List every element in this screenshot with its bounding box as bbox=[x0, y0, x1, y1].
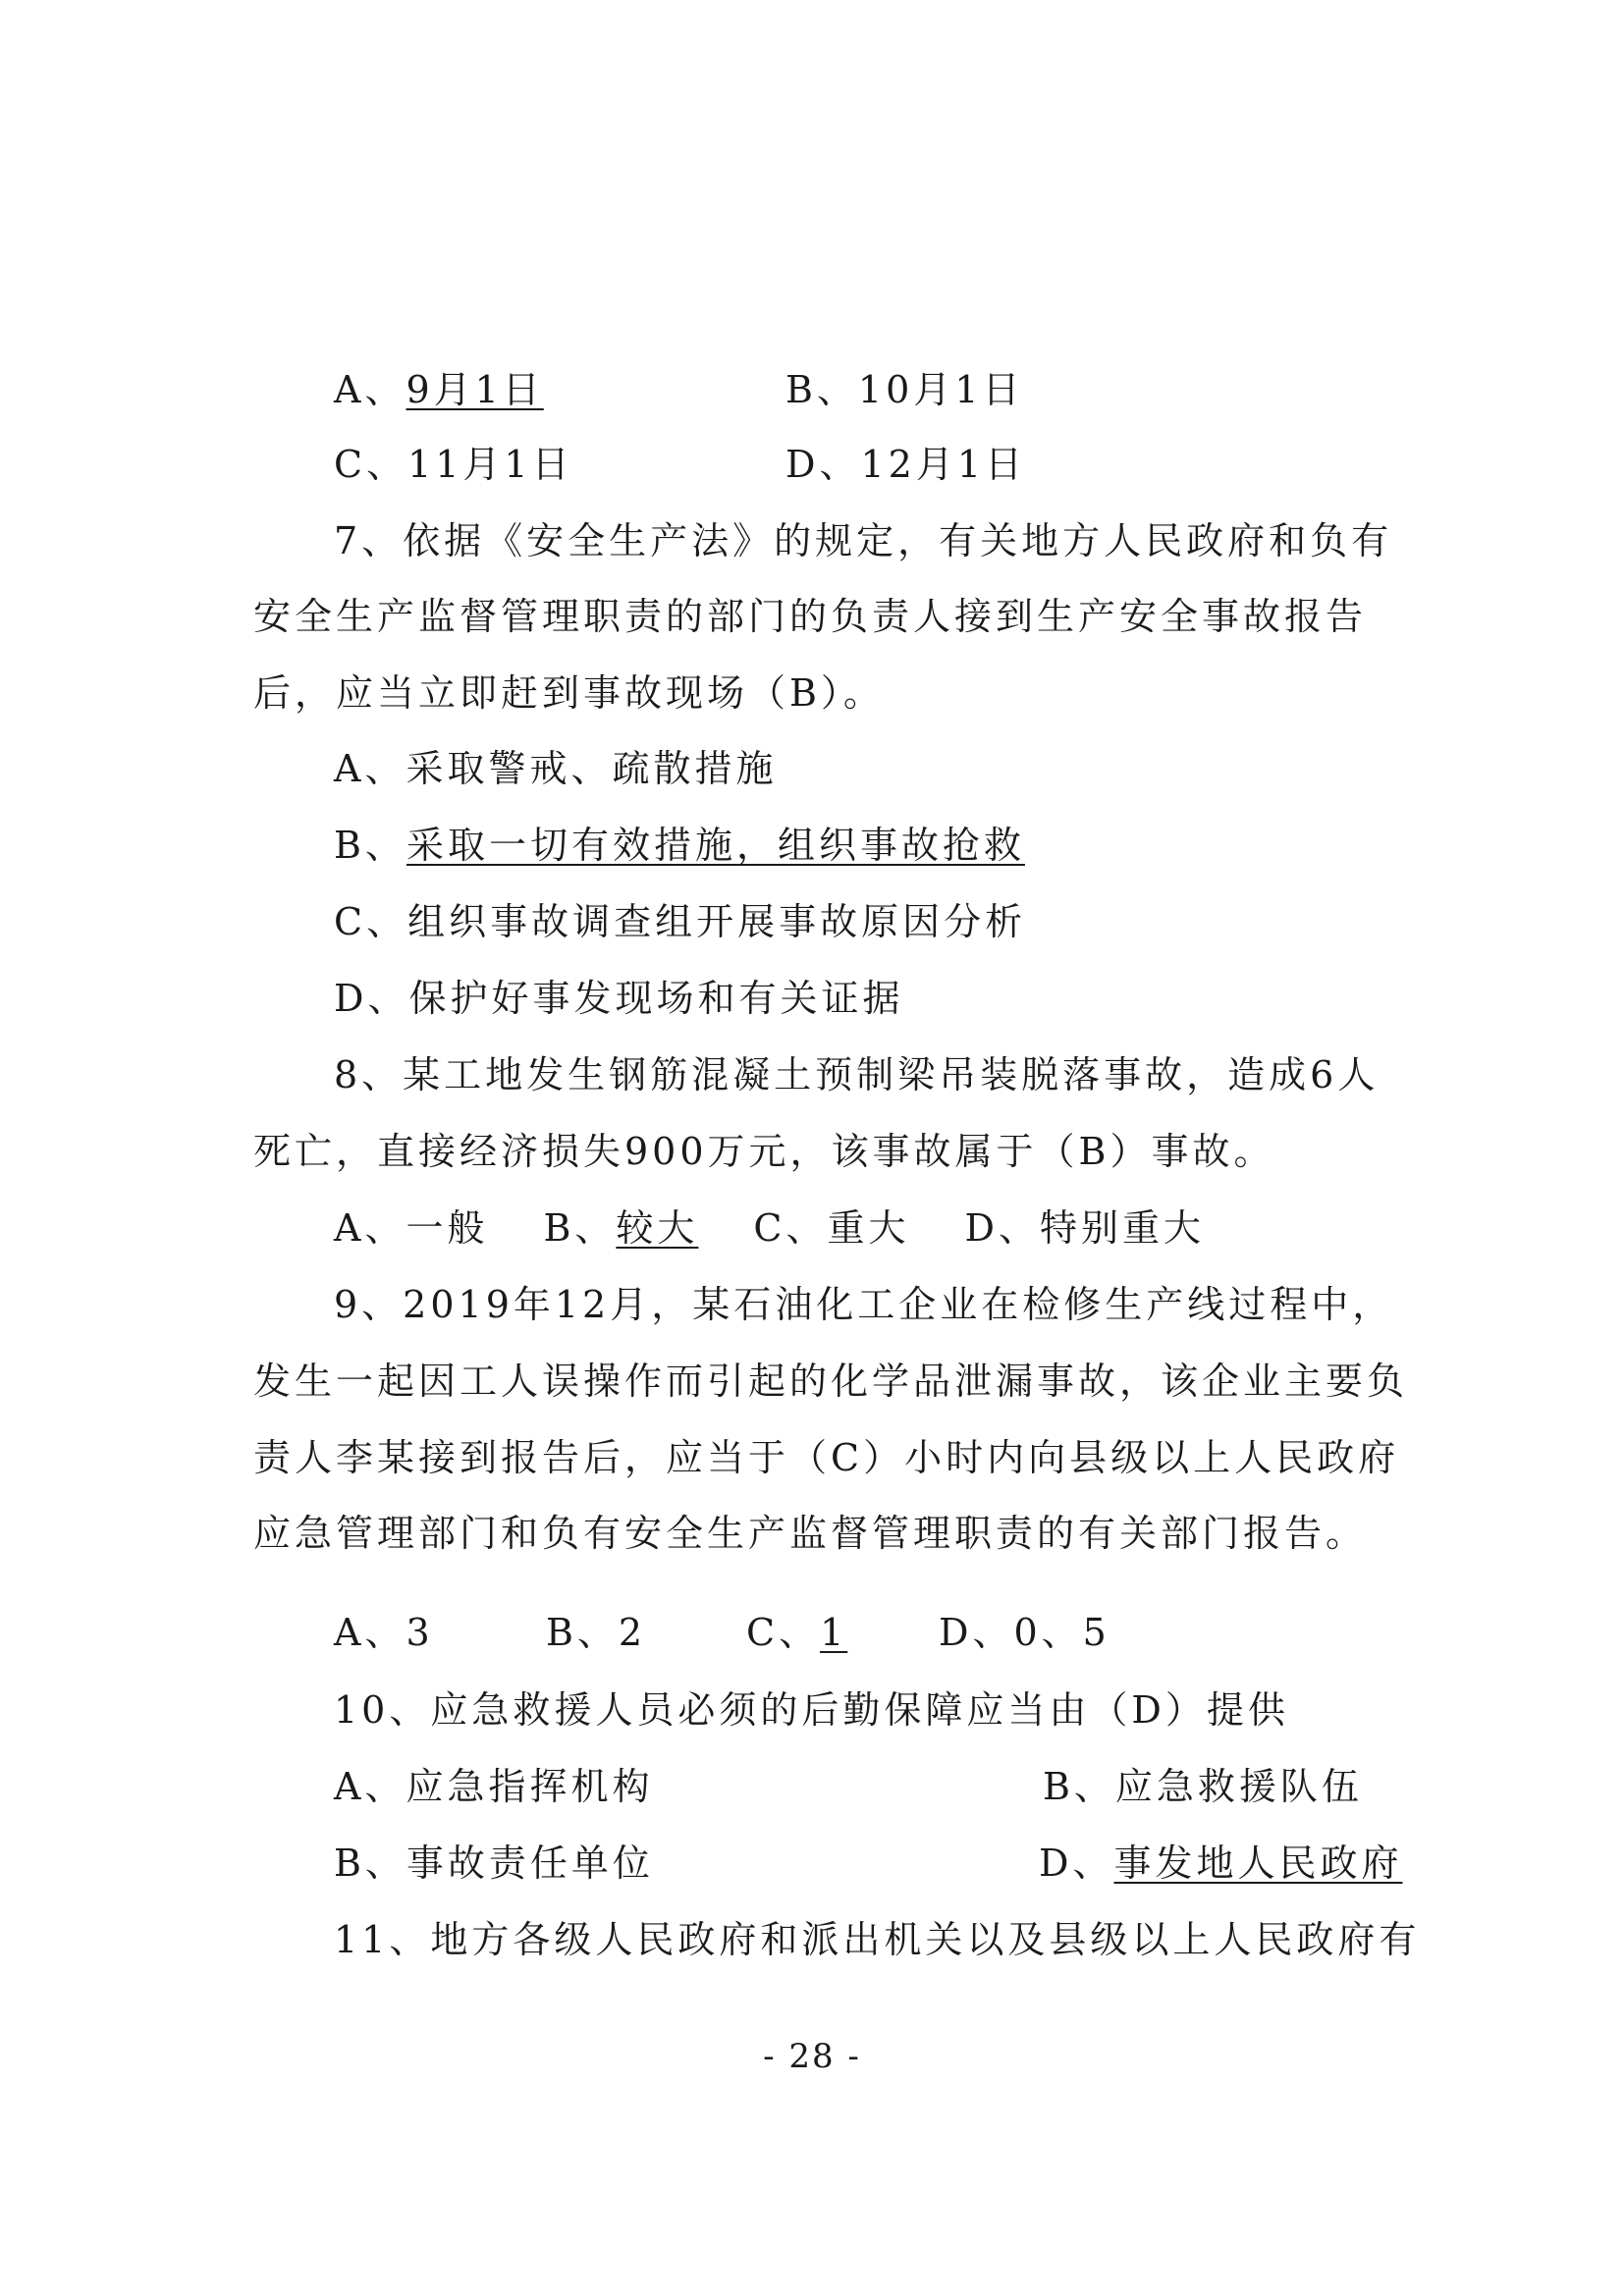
q7-stem-line3: 后，应当立即赶到事故现场（B）。 bbox=[253, 671, 885, 715]
q9-stem-line4: 应急管理部门和负有安全生产监督管理职责的有关部门报告。 bbox=[253, 1512, 1368, 1555]
q6-option-a-prefix: A、 bbox=[334, 368, 406, 411]
q10-option-d-prefix: D、 bbox=[1039, 1842, 1114, 1885]
q10-option-d-answer: 事发地人民政府 bbox=[1113, 1842, 1403, 1885]
q7-option-a: A、采取警戒、疏散措施 bbox=[334, 747, 778, 790]
q8-option-b-prefix: B、 bbox=[543, 1206, 617, 1250]
q8-stem-line2: 死亡，直接经济损失900万元，该事故属于（B）事故。 bbox=[253, 1130, 1275, 1173]
q9-option-c bbox=[746, 1608, 847, 1657]
q8-option-b-answer: 较大 bbox=[616, 1206, 699, 1250]
q10-stem: 10、应急救援人员必须的后勤保障应当由（D）提供 bbox=[334, 1688, 1289, 1732]
q7-option-b bbox=[334, 821, 1025, 870]
q7-option-b-answer: 采取一切有效措施，组织事故抢救 bbox=[406, 824, 1025, 867]
q9-stem-line1: 9、2019年12月，某石油化工企业在检修生产线过程中， bbox=[334, 1283, 1394, 1326]
q11-stem-line1: 11、地方各级人民政府和派出机关以及县级以上人民政府有 bbox=[334, 1918, 1421, 1961]
q10-option-d bbox=[1039, 1839, 1402, 1888]
q8-option-a: A、一般 bbox=[334, 1206, 489, 1250]
q10-option-a: A、应急指挥机构 bbox=[334, 1765, 654, 1808]
q7-stem-line1: 7、依据《安全生产法》的规定，有关地方人民政府和负有 bbox=[334, 519, 1393, 562]
q6-option-a bbox=[334, 365, 544, 414]
q6-option-b: B、10月1日 bbox=[785, 368, 1024, 411]
q7-option-c: C、组织事故调查组开展事故原因分析 bbox=[334, 900, 1027, 943]
q9-option-b: B、2 bbox=[546, 1611, 647, 1654]
q8-stem-line1: 8、某工地发生钢筋混凝土预制梁吊装脱落事故，造成6人 bbox=[334, 1053, 1380, 1096]
q9-option-d: D、0、5 bbox=[939, 1611, 1110, 1654]
q8-option-d: D、特别重大 bbox=[964, 1206, 1205, 1250]
q7-option-d: D、保护好事发现场和有关证据 bbox=[334, 977, 904, 1020]
q7-stem-line2: 安全生产监督管理职责的部门的负责人接到生产安全事故报告 bbox=[253, 595, 1368, 638]
page-number: - 28 - bbox=[763, 2037, 861, 2076]
q6-option-c: C、11月1日 bbox=[334, 443, 573, 486]
q6-option-a-answer: 9月1日 bbox=[406, 368, 544, 411]
q9-option-a: A、3 bbox=[334, 1611, 434, 1654]
q8-option-c: C、重大 bbox=[753, 1206, 910, 1250]
q9-option-c-answer: 1 bbox=[820, 1611, 848, 1654]
q8-options bbox=[334, 1203, 1205, 1253]
q10-option-c: B、事故责任单位 bbox=[334, 1842, 654, 1885]
q9-stem-line2: 发生一起因工人误操作而引起的化学品泄漏事故，该企业主要负 bbox=[253, 1360, 1409, 1403]
q9-option-c-prefix: C、 bbox=[746, 1611, 821, 1654]
q6-option-d: D、12月1日 bbox=[785, 443, 1026, 486]
q9-stem-line3: 责人李某接到报告后，应当于（C）小时内向县级以上人民政府 bbox=[253, 1436, 1400, 1479]
q7-option-b-prefix: B、 bbox=[334, 824, 406, 867]
q10-option-b: B、应急救援队伍 bbox=[1043, 1765, 1363, 1808]
